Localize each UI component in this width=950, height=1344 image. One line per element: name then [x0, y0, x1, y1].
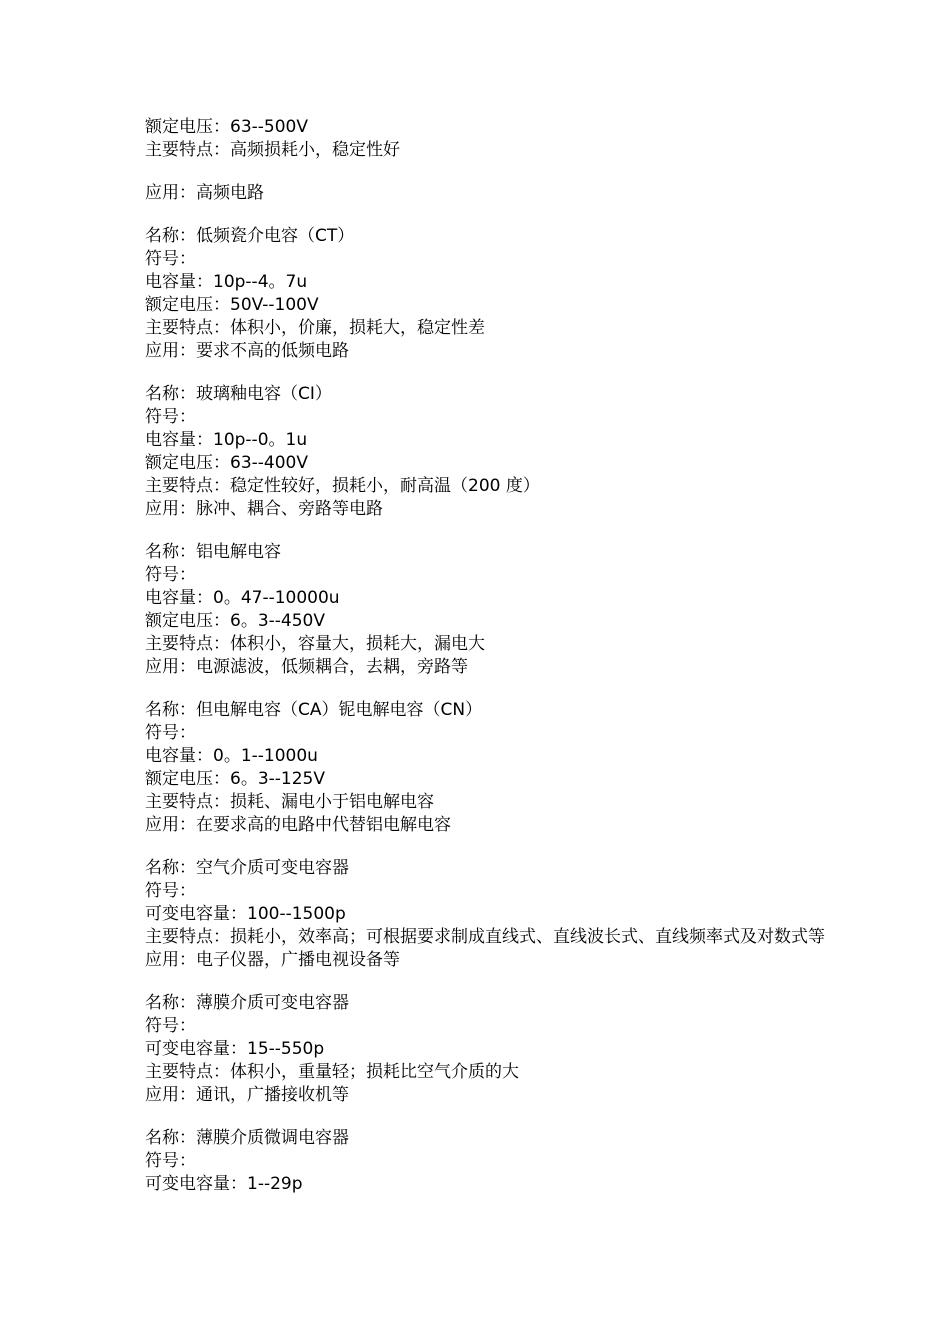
application-line: 应用：脉冲、耦合、旁路等电路	[145, 499, 383, 519]
entry-aluminum-electrolytic	[145, 541, 825, 679]
capacitance-line: 电容量：0。47--10000u	[145, 588, 340, 608]
symbol-line: 符号：	[145, 407, 196, 427]
document-page	[145, 116, 825, 1216]
name-line: 名称：但电解电容（CA）铌电解电容（CN）	[145, 700, 483, 720]
symbol-line: 符号：	[145, 881, 196, 901]
entry-low-frequency-ceramic	[145, 225, 825, 363]
name-line: 名称：空气介质可变电容器	[145, 858, 349, 878]
rated-voltage-line: 额定电压：6。3--125V	[145, 769, 325, 789]
entry-glass-glaze	[145, 383, 825, 521]
symbol-line: 符号：	[145, 565, 196, 585]
entry-tantalum-niobium-electrolytic	[145, 699, 825, 837]
name-line: 名称：玻璃釉电容（CI）	[145, 384, 332, 404]
rated-voltage-line: 额定电压：63--500V	[145, 117, 308, 137]
name-line: 名称：低频瓷介电容（CT）	[145, 226, 355, 246]
features-line: 主要特点：损耗、漏电小于铝电解电容	[145, 792, 434, 812]
symbol-line: 符号：	[145, 1016, 196, 1036]
features-line: 主要特点：体积小，重量轻；损耗比空气介质的大	[145, 1062, 519, 1082]
entry-film-trimmer-capacitor	[145, 1127, 825, 1196]
rated-voltage-line: 额定电压：6。3--450V	[145, 611, 325, 631]
symbol-line: 符号：	[145, 249, 196, 269]
capacitance-line: 电容量：10p--4。7u	[145, 272, 308, 292]
application-line: 应用：通讯，广播接收机等	[145, 1085, 349, 1105]
rated-voltage-line: 额定电压：50V--100V	[145, 295, 319, 315]
features-line: 主要特点：高频损耗小，稳定性好	[145, 140, 400, 160]
entry-continued-application	[145, 182, 825, 205]
application-line: 应用：电源滤波，低频耦合，去耦，旁路等	[145, 657, 468, 677]
application-line: 应用：要求不高的低频电路	[145, 341, 349, 361]
capacitance-line: 电容量：10p--0。1u	[145, 430, 308, 450]
features-line: 主要特点：体积小，价廉，损耗大，稳定性差	[145, 318, 485, 338]
features-line: 主要特点：损耗小，效率高；可根据要求制成直线式、直线波长式、直线频率式及对数式等	[145, 927, 825, 947]
entry-air-variable-capacitor	[145, 857, 825, 972]
features-line: 主要特点：稳定性较好，损耗小，耐高温（200 度）	[145, 476, 540, 496]
name-line: 名称：薄膜介质可变电容器	[145, 993, 349, 1013]
application-line: 应用：在要求高的电路中代替铝电解电容	[145, 815, 451, 835]
name-line: 名称：铝电解电容	[145, 542, 281, 562]
symbol-line: 符号：	[145, 1151, 196, 1171]
capacitance-line: 电容量：0。1--1000u	[145, 746, 318, 766]
entry-film-variable-capacitor	[145, 992, 825, 1107]
application-line: 应用：电子仪器，广播电视设备等	[145, 950, 400, 970]
application-line: 应用：高频电路	[145, 183, 264, 203]
symbol-line: 符号：	[145, 723, 196, 743]
rated-voltage-line: 额定电压：63--400V	[145, 453, 308, 473]
features-line: 主要特点：体积小，容量大，损耗大，漏电大	[145, 634, 485, 654]
name-line: 名称：薄膜介质微调电容器	[145, 1128, 349, 1148]
variable-capacitance-line: 可变电容量：1--29p	[145, 1174, 303, 1194]
variable-capacitance-line: 可变电容量：15--550p	[145, 1039, 325, 1059]
variable-capacitance-line: 可变电容量：100--1500p	[145, 904, 346, 924]
entry-continued-specs	[145, 116, 825, 162]
